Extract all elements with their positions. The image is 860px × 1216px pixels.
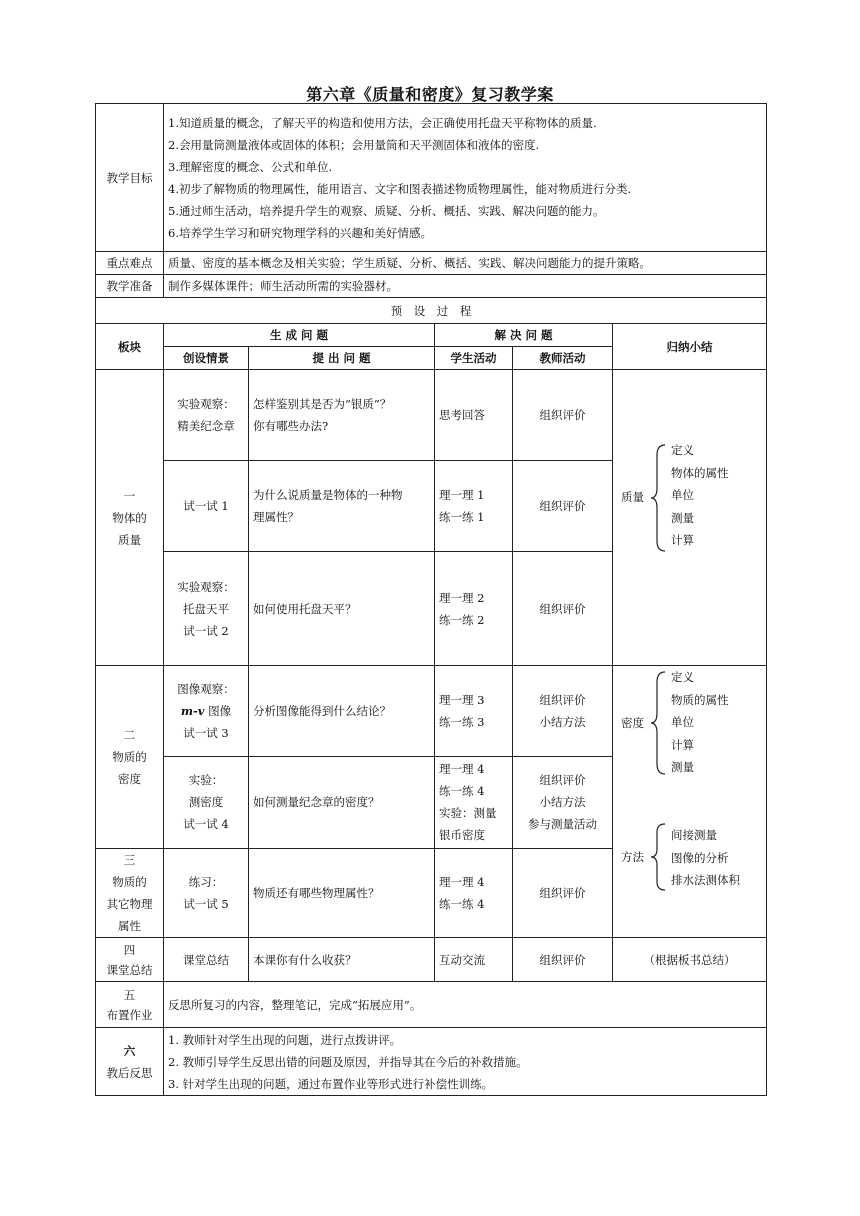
section-3-label: 三 物质的 其它物理 属性 bbox=[96, 848, 164, 937]
summary-density bbox=[613, 666, 767, 938]
prep-text: 制作多媒体课件；师生活动所需的实验器材。 bbox=[164, 275, 767, 298]
header-question: 提 出 问 题 bbox=[249, 347, 435, 370]
goals-list bbox=[164, 104, 767, 252]
brace-icon bbox=[649, 670, 669, 776]
summary-cell: （根据板书总结） bbox=[613, 938, 767, 982]
section-6-label: 六 教后反思 bbox=[96, 1028, 164, 1096]
summary-method-items: 间接测量 图像的分析 排水法测体积 bbox=[671, 828, 740, 887]
section-2-label: 二 物质的 密度 bbox=[96, 666, 164, 849]
teacher-cell: 组织评价 bbox=[513, 461, 613, 552]
prep-row bbox=[96, 275, 767, 298]
reflection-item: 1. 教师针对学生出现的问题，进行点拨讲评。 bbox=[168, 1032, 402, 1047]
homework-text: 反思所复习的内容，整理笔记，完成“拓展应用”。 bbox=[164, 982, 767, 1028]
scene-cell: 实验： 测密度 试一试 4 bbox=[164, 757, 249, 848]
scene-cell: 练习： 试一试 5 bbox=[164, 848, 249, 937]
question-cell: 分析图像能得到什么结论？ bbox=[249, 666, 435, 757]
summary-mass-head: 质量 bbox=[621, 490, 644, 504]
goal-item: 6.培养学生学习和研究物理学科的兴趣和美好情感。 bbox=[168, 225, 432, 240]
reflection-row bbox=[96, 1028, 767, 1096]
row-4 bbox=[96, 666, 767, 757]
summary-method-head: 方法 bbox=[621, 850, 644, 864]
scene-cell: 试一试 1 bbox=[164, 461, 249, 552]
summary-mass-items: 定义 物体的属性 单位 测量 计算 bbox=[671, 443, 729, 547]
brace-icon bbox=[649, 443, 669, 553]
header-solve: 解 决 问 题 bbox=[435, 324, 613, 347]
process-title: 预 设 过 程 bbox=[96, 298, 767, 324]
teacher-cell: 组织评价 小结方法 bbox=[513, 666, 613, 757]
homework-row bbox=[96, 982, 767, 1028]
reflection-list bbox=[164, 1028, 767, 1096]
student-cell: 互动交流 bbox=[435, 938, 513, 982]
goal-item: 3.理解密度的概念、公式和单位. bbox=[168, 159, 333, 174]
brace-icon bbox=[649, 822, 669, 892]
student-cell: 理一理 4 练一练 4 实验：测量 银币密度 bbox=[435, 757, 513, 848]
summary-mass bbox=[613, 370, 767, 666]
section-4-label: 四 课堂总结 bbox=[96, 938, 164, 982]
goal-item: 4.初步了解物质的物理属性，能用语言、文字和图表描述物质物理属性，能对物质进行分类. bbox=[168, 181, 632, 196]
header-summary: 归纳小结 bbox=[613, 324, 767, 370]
question-cell: 物质还有哪些物理属性？ bbox=[249, 848, 435, 937]
header-student: 学生活动 bbox=[435, 347, 513, 370]
teacher-cell: 组织评价 bbox=[513, 552, 613, 666]
scene-cell: 实验观察： 精美纪念章 bbox=[164, 370, 249, 461]
scene-cell: 课堂总结 bbox=[164, 938, 249, 982]
key-points-text: 质量、密度的基本概念及相关实验；学生质疑、分析、概括、实践、解决问题能力的提升策略。 bbox=[164, 252, 767, 275]
student-cell: 理一理 4 练一练 4 bbox=[435, 848, 513, 937]
key-points-row bbox=[96, 252, 767, 275]
row-1 bbox=[96, 370, 767, 461]
process-title-row bbox=[96, 298, 767, 324]
question-cell: 如何使用托盘天平？ bbox=[249, 552, 435, 666]
header-generate: 生 成 问 题 bbox=[164, 324, 435, 347]
teacher-cell: 组织评价 bbox=[513, 938, 613, 982]
summary-density-head: 密度 bbox=[621, 716, 644, 730]
goal-item: 2.会用量筒测量液体或固体的体积；会用量筒和天平测固体和液体的密度. bbox=[168, 137, 540, 152]
section-5-label: 五 布置作业 bbox=[96, 982, 164, 1028]
section-1-label: 一 物体的 质量 bbox=[96, 370, 164, 666]
teacher-cell: 组织评价 bbox=[513, 848, 613, 937]
row-7 bbox=[96, 938, 767, 982]
question-cell: 怎样鉴别其是否为“银质”？ 你有哪些办法? bbox=[249, 370, 435, 461]
header-block: 板块 bbox=[96, 324, 164, 370]
student-cell: 思考回答 bbox=[435, 370, 513, 461]
student-cell: 理一理 1 练一练 1 bbox=[435, 461, 513, 552]
reflection-item: 3. 针对学生出现的问题，通过布置作业等形式进行补偿性训练。 bbox=[168, 1076, 494, 1091]
goals-row bbox=[96, 104, 767, 252]
page-title: 第六章《质量和密度》复习教学案 bbox=[306, 85, 554, 104]
question-cell: 本课你有什么收获？ bbox=[249, 938, 435, 982]
lesson-plan-table bbox=[95, 103, 767, 1096]
scene-cell: 实验观察： 托盘天平 试一试 2 bbox=[164, 552, 249, 666]
student-cell: 理一理 3 练一练 3 bbox=[435, 666, 513, 757]
header-row-1 bbox=[96, 324, 767, 347]
teacher-cell: 组织评价 小结方法 参与测量活动 bbox=[513, 757, 613, 848]
key-points-label: 重点难点 bbox=[96, 252, 164, 275]
goals-label: 教学目标 bbox=[96, 104, 164, 252]
goal-item: 1.知道质量的概念，了解天平的构造和使用方法，会正确使用托盘天平称物体的质量. bbox=[168, 115, 597, 130]
header-scene: 创设情景 bbox=[164, 347, 249, 370]
teacher-cell: 组织评价 bbox=[513, 370, 613, 461]
prep-label: 教学准备 bbox=[96, 275, 164, 298]
student-cell: 理一理 2 练一练 2 bbox=[435, 552, 513, 666]
scene-cell: 图像观察： m-v 图像 试一试 3 bbox=[164, 666, 249, 757]
question-cell: 为什么说质量是物体的一种物 理属性？ bbox=[249, 461, 435, 552]
question-cell: 如何测量纪念章的密度？ bbox=[249, 757, 435, 848]
reflection-item: 2. 教师引导学生反思出错的问题及原因，并指导其在今后的补救措施。 bbox=[168, 1054, 528, 1069]
summary-density-items: 定义 物质的属性 单位 计算 测量 bbox=[671, 670, 729, 774]
header-teacher: 教师活动 bbox=[513, 347, 613, 370]
goal-item: 5.通过师生活动，培养提升学生的观察、质疑、分析、概括、实践、解决问题的能力。 bbox=[168, 203, 605, 218]
